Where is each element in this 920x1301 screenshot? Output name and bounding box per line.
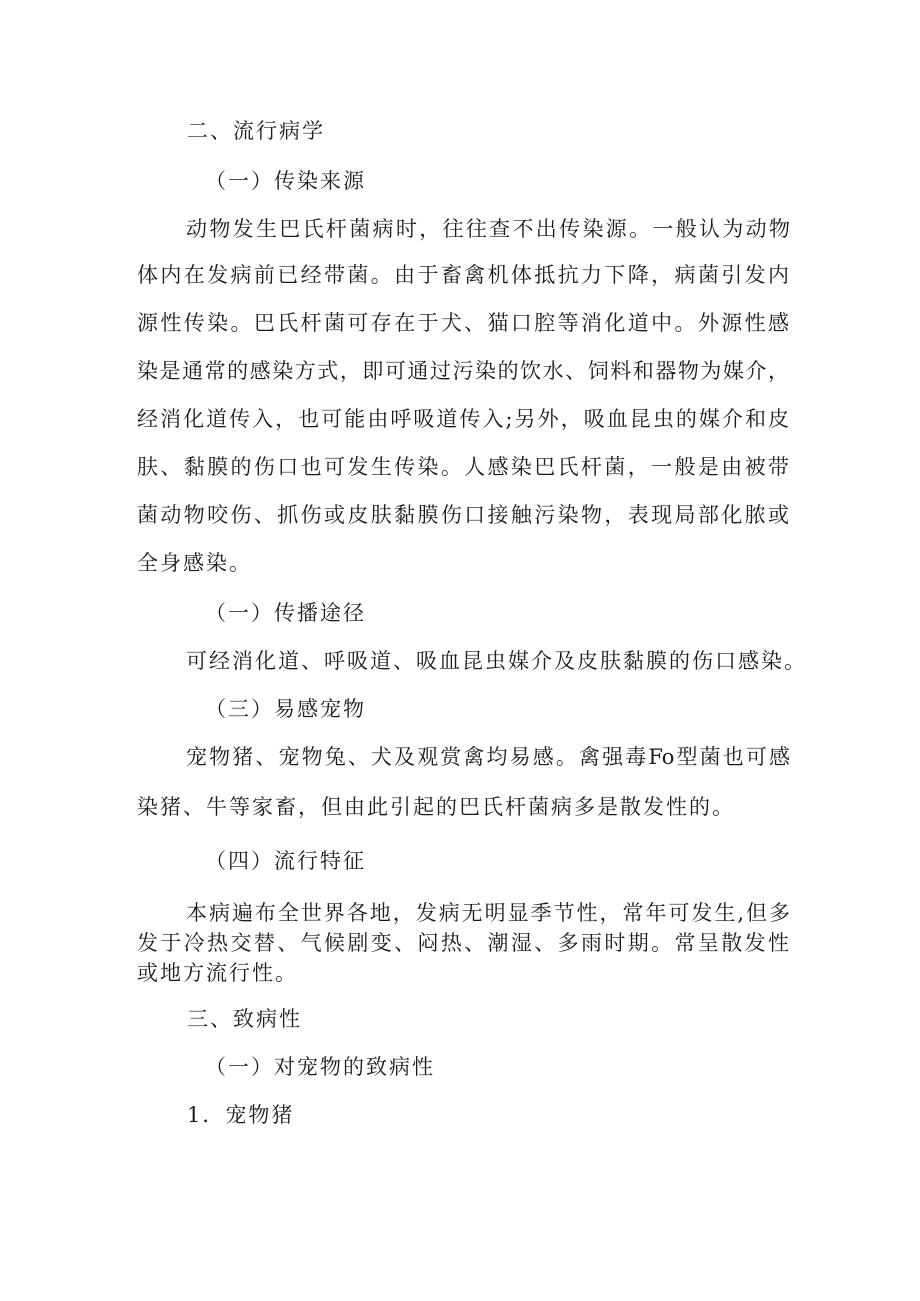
subheading-infection-source: （一）传染来源 bbox=[205, 169, 366, 193]
paragraph-line: 源性传染。巴氏杆菌可存在于犬、猫口腔等消化道中。外源性感 bbox=[137, 311, 789, 335]
paragraph-line: 染是通常的感染方式，即可通过污染的饮水、饲料和器物为媒介， bbox=[137, 359, 789, 383]
paragraph-line: 动物发生巴氏杆菌病时，往往查不出传染源。一般认为动物 bbox=[186, 217, 790, 241]
subheading-epidemic-features: （四）流行特征 bbox=[205, 849, 366, 873]
paragraph-line: 或地方流行性。 bbox=[137, 961, 298, 985]
paragraph-line: 肤、黏膜的伤口也可发生传染。人感染巴氏杆菌，一般是由被带 bbox=[137, 455, 789, 479]
paragraph-line: 染猪、牛等家畜，但由此引起的巴氏杆菌病多是散发性的。 bbox=[137, 795, 735, 819]
subheading-pet-pathogenicity: （一）对宠物的致病性 bbox=[205, 1055, 435, 1079]
section-heading-pathogenicity: 三、致病性 bbox=[187, 1007, 302, 1031]
paragraph-line: 经消化道传入，也可能由呼吸道传入;另外，吸血昆虫的媒介和皮 bbox=[137, 407, 789, 431]
subheading-susceptible-pets: （三）易感宠物 bbox=[205, 697, 366, 721]
section-heading-epidemiology: 二、流行病学 bbox=[187, 119, 325, 143]
paragraph-line: 本病遍布全世界各地，发病无明显季节性，常年可发生,但多 bbox=[186, 901, 790, 925]
paragraph-line: 体内在发病前已经带菌。由于畜禽机体抵抗力下降，病菌引发内 bbox=[137, 263, 789, 287]
list-item-pet-pig: 1．宠物猪 bbox=[187, 1103, 295, 1127]
paragraph-line: 宠物猪、宠物兔、犬及观赏禽均易感。禽强毒Fo型菌也可感 bbox=[186, 745, 790, 769]
subheading-transmission-route: （一）传播途径 bbox=[205, 601, 366, 625]
paragraph-line: 发于冷热交替、气候剧变、闷热、潮湿、多雨时期。常呈散发性 bbox=[137, 931, 789, 955]
paragraph-line: 可经消化道、呼吸道、吸血昆虫媒介及皮肤黏膜的伤口感染。 bbox=[186, 649, 807, 673]
paragraph-line: 菌动物咬伤、抓伤或皮肤黏膜伤口接触污染物，表现局部化脓或 bbox=[137, 503, 789, 527]
paragraph-line: 全身感染。 bbox=[137, 551, 252, 575]
